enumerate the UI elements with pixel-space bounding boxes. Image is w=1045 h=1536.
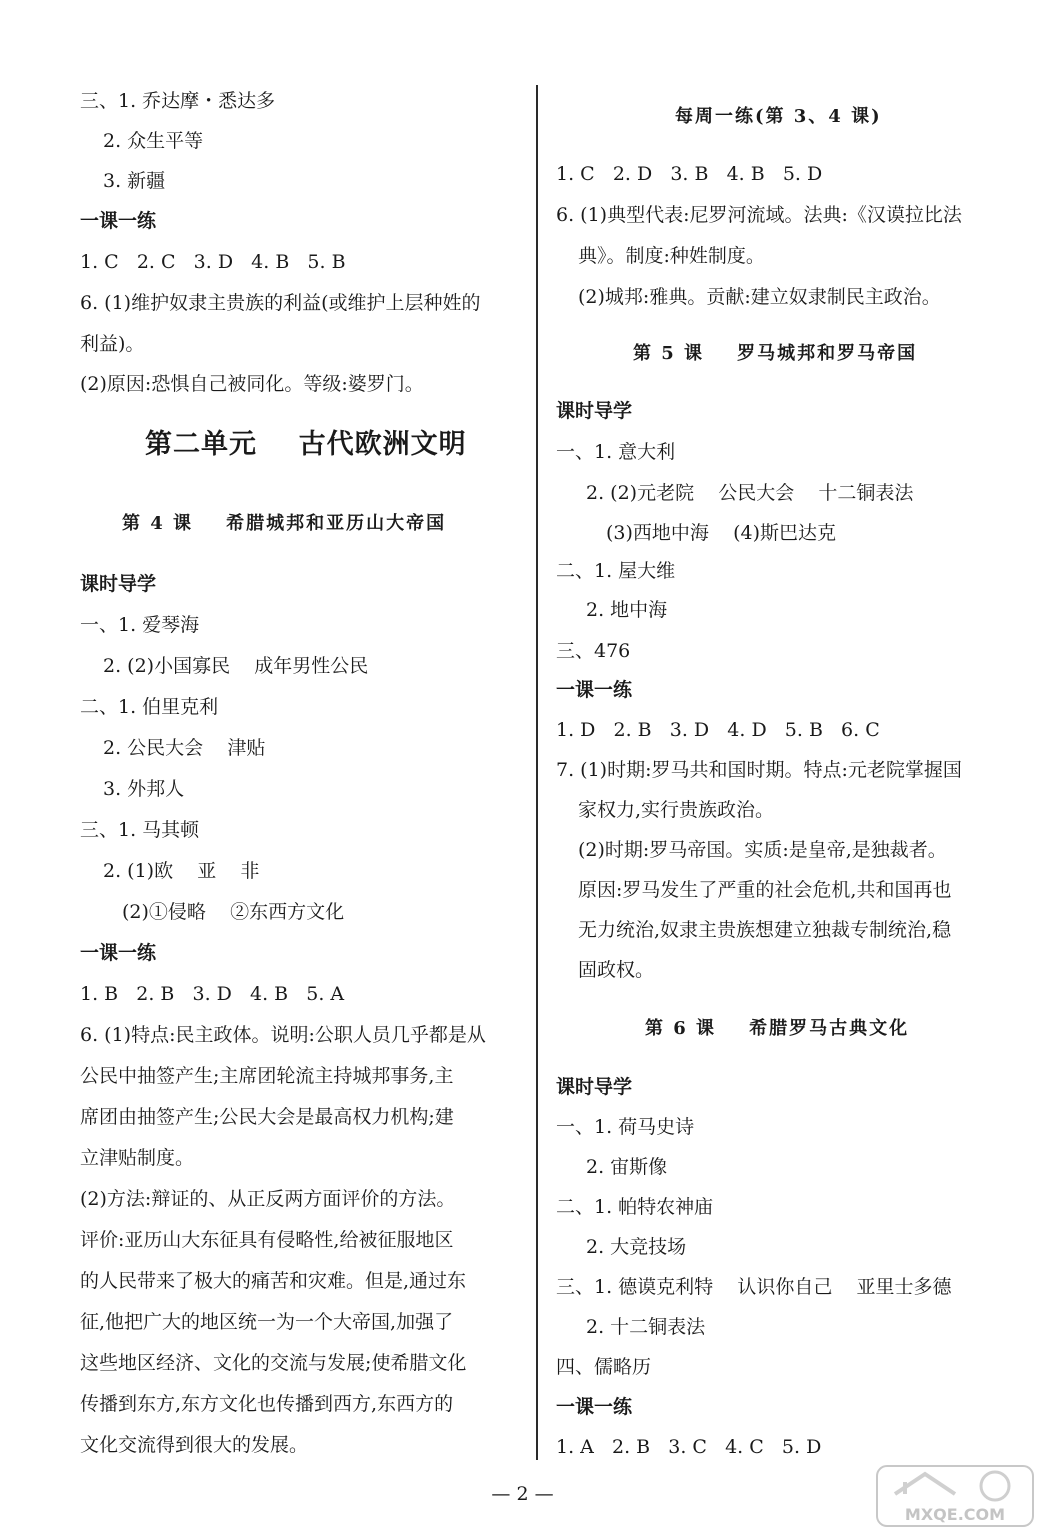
left-text-line: 课时导学: [80, 573, 157, 595]
svg-text:MXQE.COM: MXQE.COM: [904, 1505, 1006, 1524]
left-text-line: 一、1. 爱琴海: [80, 614, 200, 636]
right-text-line: (3)西地中海 (4)斯巴达克: [606, 522, 836, 544]
left-text-line: 一课一练: [80, 210, 157, 232]
right-text-line: 二、1. 帕特农神庙: [556, 1196, 714, 1218]
right-text-line: 1. A 2. B 3. C 4. C 5. D: [556, 1436, 822, 1458]
right-text-line: 课时导学: [556, 400, 633, 422]
right-text-line: 2. 地中海: [586, 599, 668, 621]
right-text-line: (2)城邦:雅典。贡献:建立奴隶制民主政治。: [578, 286, 941, 308]
right-text-line: 固政权。: [578, 959, 655, 981]
right-text-line: 2. (2)元老院 公民大会 十二铜表法: [586, 482, 914, 504]
right-text-line: 1. D 2. B 3. D 4. D 5. B 6. C: [556, 719, 880, 741]
left-text-line: 立津贴制度。: [80, 1147, 195, 1169]
left-text-line: 1. B 2. B 3. D 4. B 5. A: [80, 983, 345, 1005]
left-text-line: 三、1. 马其顿: [80, 819, 200, 841]
right-text-line: 课时导学: [556, 1076, 633, 1098]
watermark-logo: [875, 1464, 1035, 1528]
left-text-line: 3. 新疆: [103, 170, 166, 192]
right-text-line: 一、1. 意大利: [556, 441, 676, 463]
right-text-line: 二、1. 屋大维: [556, 560, 676, 582]
right-text-line: 四、儒略历: [556, 1356, 652, 1378]
left-text-line: 二、1. 伯里克利: [80, 696, 219, 718]
left-text-line: 文化交流得到很大的发展。: [80, 1434, 309, 1456]
right-text-line: 典》。制度:种姓制度。: [578, 245, 765, 267]
left-text-line: (2)原因:恐惧自己被同化。等级:婆罗门。: [80, 373, 424, 395]
right-text-line: 7. (1)时期:罗马共和国时期。特点:元老院掌握国: [556, 759, 962, 781]
left-text-line: 6. (1)维护奴隶主贵族的利益(或维护上层种姓的: [80, 292, 481, 314]
left-text-line: (2)①侵略 ②东西方文化: [122, 901, 345, 923]
page-number: — 2 —: [491, 1483, 554, 1505]
right-text-line: 一课一练: [556, 1396, 633, 1418]
left-text-line: 第 4 课 希腊城邦和亚历山大帝国: [122, 513, 447, 534]
column-divider: [536, 85, 538, 1460]
left-text-line: 2. (1)欧 亚 非: [103, 860, 260, 882]
right-text-line: 6. (1)典型代表:尼罗河流域。法典:《汉谟拉比法: [556, 204, 962, 226]
left-text-line: 利益)。: [80, 333, 145, 355]
right-text-line: 一课一练: [556, 679, 633, 701]
left-text-line: 6. (1)特点:民主政体。说明:公职人员几乎都是从: [80, 1024, 486, 1046]
right-text-line: 三、476: [556, 640, 631, 662]
left-text-line: 传播到东方,东方文化也传播到西方,东西方的: [80, 1393, 454, 1415]
left-text-line: 第二单元 古代欧洲文明: [145, 429, 467, 460]
left-text-line: 三、1. 乔达摩・悉达多: [80, 90, 276, 112]
left-text-line: 2. 众生平等: [103, 130, 204, 152]
right-text-line: 2. 十二铜表法: [586, 1316, 706, 1338]
right-text-line: 第 5 课 罗马城邦和罗马帝国: [633, 343, 918, 364]
right-text-line: 2. 宙斯像: [586, 1156, 668, 1178]
right-text-line: 每周一练(第 3、4 课): [675, 106, 882, 127]
right-text-line: 1. C 2. D 3. B 4. B 5. D: [556, 163, 823, 185]
left-text-line: 的人民带来了极大的痛苦和灾难。但是,通过东: [80, 1270, 467, 1292]
right-text-line: 三、1. 德谟克利特 认识你自己 亚里士多德: [556, 1276, 952, 1298]
left-text-line: 3. 外邦人: [103, 778, 185, 800]
right-text-line: (2)时期:罗马帝国。实质:是皇帝,是独裁者。: [578, 839, 947, 861]
right-text-line: 2. 大竞技场: [586, 1236, 687, 1258]
left-text-line: 2. (2)小国寡民 成年男性公民: [103, 655, 369, 677]
left-text-line: 征,他把广大的地区统一为一个大帝国,加强了: [80, 1311, 454, 1333]
left-text-line: 评价:亚历山大东征具有侵略性,给被征服地区: [80, 1229, 454, 1251]
left-text-line: 1. C 2. C 3. D 4. B 5. B: [80, 251, 346, 273]
left-text-line: (2)方法:辩证的、从正反两方面评价的方法。: [80, 1188, 456, 1210]
left-text-line: 席团由抽签产生;公民大会是最高权力机构;建: [80, 1106, 454, 1128]
right-text-line: 原因:罗马发生了严重的社会危机,共和国再也: [578, 879, 952, 901]
left-text-line: 一课一练: [80, 942, 157, 964]
right-text-line: 第 6 课 希腊罗马古典文化: [645, 1018, 910, 1039]
left-text-line: 这些地区经济、文化的交流与发展;使希腊文化: [80, 1352, 467, 1374]
left-text-line: 公民中抽签产生;主席团轮流主持城邦事务,主: [80, 1065, 454, 1087]
right-text-line: 无力统治,奴隶主贵族想建立独裁专制统治,稳: [578, 919, 952, 941]
right-text-line: 一、1. 荷马史诗: [556, 1116, 695, 1138]
right-text-line: 家权力,实行贵族政治。: [578, 799, 775, 821]
left-text-line: 2. 公民大会 津贴: [103, 737, 266, 759]
